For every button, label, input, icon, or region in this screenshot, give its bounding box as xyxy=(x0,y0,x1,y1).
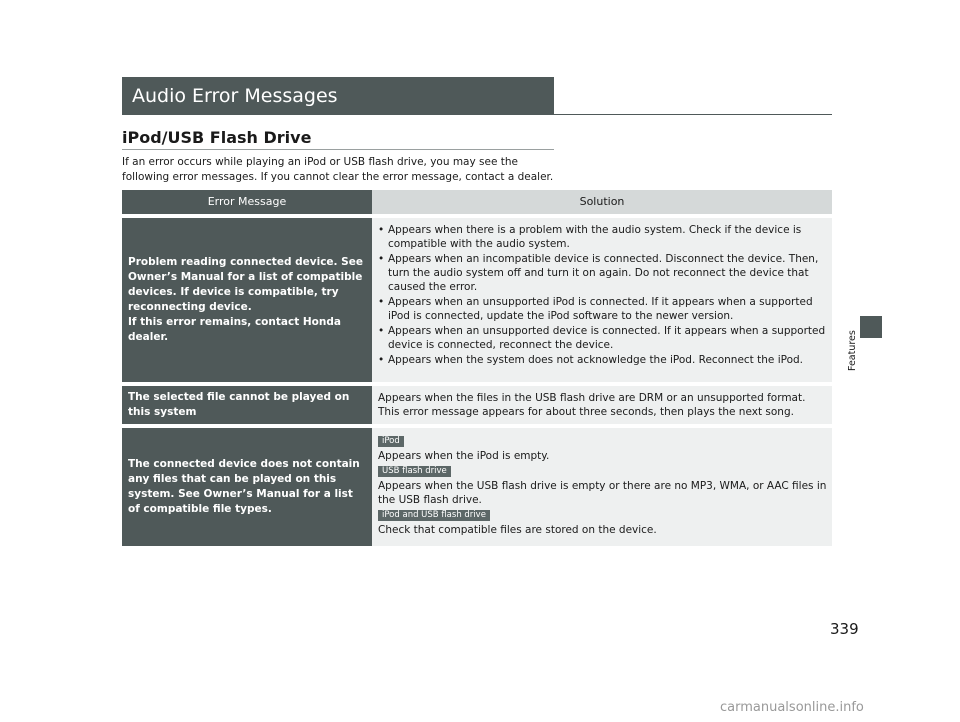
solution-text: Appears when the iPod is empty. xyxy=(378,450,550,462)
section-title: Audio Error Messages xyxy=(122,77,554,115)
error-message-cell xyxy=(122,218,372,382)
intro-paragraph: If an error occurs while playing an iPod or USB flash drive, you may see the following error messages. If you cannot clear the error message, contact a dealer. xyxy=(122,156,554,183)
solution-bullet-list xyxy=(378,223,828,367)
solution-group-usb xyxy=(378,463,828,507)
solution-group-ipod-usb xyxy=(378,507,828,537)
error-message-text: Problem reading connected device. See Owner’s Manual for a list of compatible devices. If device is compatible, try reconnecting device. If this error remains, contact Honda dealer. xyxy=(128,256,363,343)
error-message-text: The connected device does not contain any files that can be played on this system. See Owner’s Manual for a list of compatible file types. xyxy=(128,458,360,515)
sub-title-rule xyxy=(122,149,554,150)
solution-cell xyxy=(372,218,832,382)
chapter-tab xyxy=(860,316,882,338)
column-header-error-message: Error Message xyxy=(122,190,372,214)
list-item: • Appears when the system does not acknowledge the iPod. Reconnect the iPod. xyxy=(378,353,828,367)
device-badge-ipod-usb: iPod and USB flash drive xyxy=(378,510,490,521)
device-badge-ipod: iPod xyxy=(378,436,404,447)
table-row xyxy=(122,386,832,424)
solution-cell xyxy=(372,428,832,546)
list-item: • Appears when an unsupported device is connected. If it appears when a supported device is connected, reconnect the device. xyxy=(378,324,828,352)
solution-text: Check that compatible files are stored on the device. xyxy=(378,524,657,536)
solution-text: Appears when the files in the USB flash drive are DRM or an unsupported format. This error message appears for about three seconds, then plays the next song. xyxy=(378,392,806,418)
column-header-solution: Solution xyxy=(372,190,832,214)
error-message-text: The selected file cannot be played on this system xyxy=(128,391,350,418)
chapter-tab-label: Features xyxy=(847,330,858,371)
watermark: carmanualsonline.info xyxy=(720,700,864,715)
solution-text: Appears when the USB flash drive is empty or there are no MP3, WMA, or AAC files in the USB flash drive. xyxy=(378,480,827,506)
error-message-cell xyxy=(122,386,372,424)
header-rule xyxy=(554,114,832,115)
device-badge-usb: USB flash drive xyxy=(378,466,451,477)
list-item: • Appears when an unsupported iPod is connected. If it appears when a supported iPod is connected, update the iPod software to the newer version. xyxy=(378,295,828,323)
table-row xyxy=(122,218,832,382)
page-number: 339 xyxy=(830,620,859,638)
error-message-table xyxy=(122,190,832,546)
solution-group-ipod xyxy=(378,433,828,463)
table-row xyxy=(122,428,832,546)
list-item: • Appears when there is a problem with the audio system. Check if the device is compatible with the audio system. xyxy=(378,223,828,251)
error-message-cell xyxy=(122,428,372,546)
solution-cell xyxy=(372,386,832,424)
sub-title: iPod/USB Flash Drive xyxy=(122,128,312,147)
list-item: • Appears when an incompatible device is connected. Disconnect the device. Then, turn the audio system off and turn it on again. Do not reconnect the device that caused the error. xyxy=(378,252,828,294)
